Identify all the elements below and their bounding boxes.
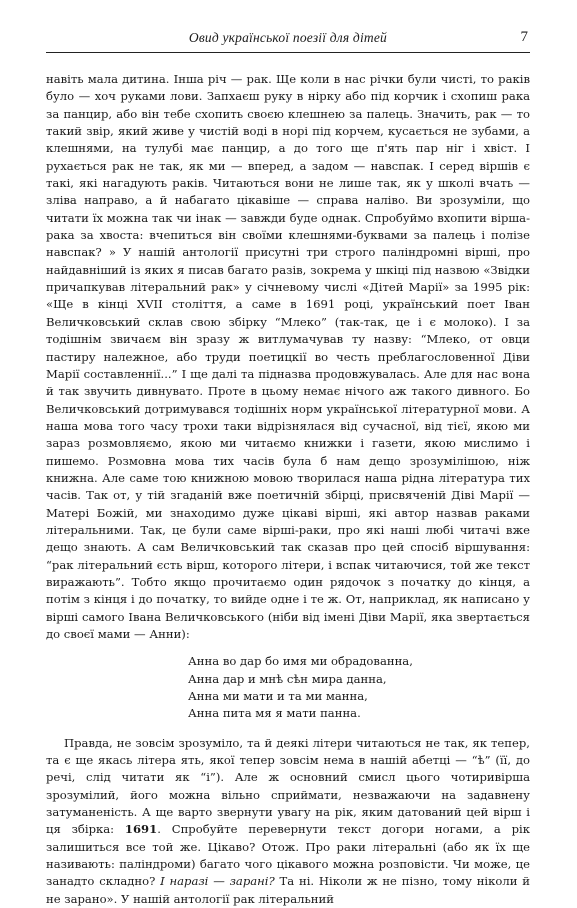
verse-line: Анна во дар бо имя ми обрадованна, bbox=[188, 654, 413, 669]
paragraph-text: навіть мала дитина. Інша річ — рак. Ще коли в нас річки були чисті, то раків було — хоч руками лови. Запхаєш руку в нірку або під корчик і схопиш рака за панцир, або він тебе схопить своєю клешнею за палець. Значить, рак — то такий звір, який живе у чистій воді в норі під корчем, кусається не зубами, а клешнями, на тулубі має панцир, а до того ще п'ять пар ніг і хвіст. І рухається рак не так, як ми — вперед, а задом — навспак. І серед віршів є такі, які нагадують раків. Читаються вони не лише так, як у школі вчать — зліва направо, а й набагато цікавіше — справа наліво. Ви зрозуміли, що читати їх можна так чи інак — завжди буде однак. Спробуймо вхопити вірша-рака за хвоста: вчепиться він своїми клешнями-буквами за палець і полізе навспак? » У нашій антології присутні три строго паліндромні вірші, про найдавніший із яких я писав багато разів, зокрема у шкіці під назвою «Звідки причапкував літеральний рак» у січневому числі «Дітей Марії» за 1995 рік: «Ще в кінці XVII століття, а саме в 1691 році, український поет Іван Величковський склав свою збірку “Млеко” (так-так, це і є молоко). І за тодішнім звичаєм він зразу ж витлумачував ту назву: “Млеко, от овци пастиру належное, або труди поетицкії во честь преблагословенної Діви Марії составленнії...” І ще далі та підназва продовжувалась. Але для нас вона й так звучить дивнувато. Проте в цьому немає нічого аж такого дивного. Бо Величковський дотримувався тодішніх норм української літературної мови. А наша мова того часу трохи таки відрізнялася від сучасної, від тієї, якою ми зараз розмовляємо, якою ми читаємо книжки і газети, якою мислимо і пишемо. Розмовна мова тих часів була б нам дещо зрозумілішою, ніж книжна. Але саме тою книжною мовою творилася наша рідна література тих часів. Так от, у тій згаданій вже поетичній збірці, присвяченій Діві Марії — Матері Божій, ми знаходимо дуже цікаві вірші, які автор назвав раками літеральними. Так, це були саме вірші-раки, про які наші любі читачі вже дещо знають. А сам Величковський так сказав про цей спосіб віршування: “рак літеральний єсть вірш, которого літери, і вспак читаючися, той же текст виражають”. Тобто якщо прочитаємо один рядочок з початку до кінця, а потім з кінця і до початку, то вийде одне і те ж. От, наприклад, як написано у вірші самого Івана Величковського (ніби від імені Діви Марії, яка звертається до своєї мами — Анни): bbox=[46, 72, 530, 641]
verse-block bbox=[188, 653, 530, 722]
italic-phrase: І наразі — зарані? bbox=[160, 874, 275, 889]
paragraph bbox=[46, 71, 530, 643]
verse-line: Анна дар и мнѣ сѣн мира данна, bbox=[188, 671, 387, 686]
page-number: 7 bbox=[520, 29, 528, 45]
paragraph bbox=[46, 735, 530, 908]
verse-line: Анна пита мя я мати панна. bbox=[188, 706, 361, 721]
running-title: Овид української поезії для дітей bbox=[188, 30, 387, 45]
year-bold: 1691 bbox=[124, 822, 158, 837]
header-rule bbox=[46, 52, 530, 53]
main-text bbox=[46, 71, 530, 908]
page-header bbox=[0, 30, 577, 52]
paragraph-text: . Спробуйте перевернути текст догори ногами, а рік залишиться все той же. Цікаво? Отож. Про раки літеральні (або як їх ще називають: паліндроми) багато чого цікавого можна розповісти. Чи може, це занадто складно? bbox=[46, 822, 530, 889]
verse-line: Анна ми мати и та ми манна, bbox=[188, 689, 368, 704]
paragraph-text: Та ні. Ніколи ж не пізно, тому ніколи й не зарано». У нашій антології рак літеральний bbox=[46, 874, 530, 906]
paragraph-text: Правда, не зовсім зрозуміло, та й деякі літери читаються не так, як тепер, та є ще якась літера ять, якої тепер зовсім нема в нашій абетці — “ѣ” (її, до речі, слід читати як “і”). Але ж основний смисл цього чотиривірша зрозумілий, його можна вільно сприймати, незважаючи на задавнену затуманеність. А ще варто звернути увагу на рік, яким датований цей вірш і ця збірка: bbox=[46, 735, 530, 837]
